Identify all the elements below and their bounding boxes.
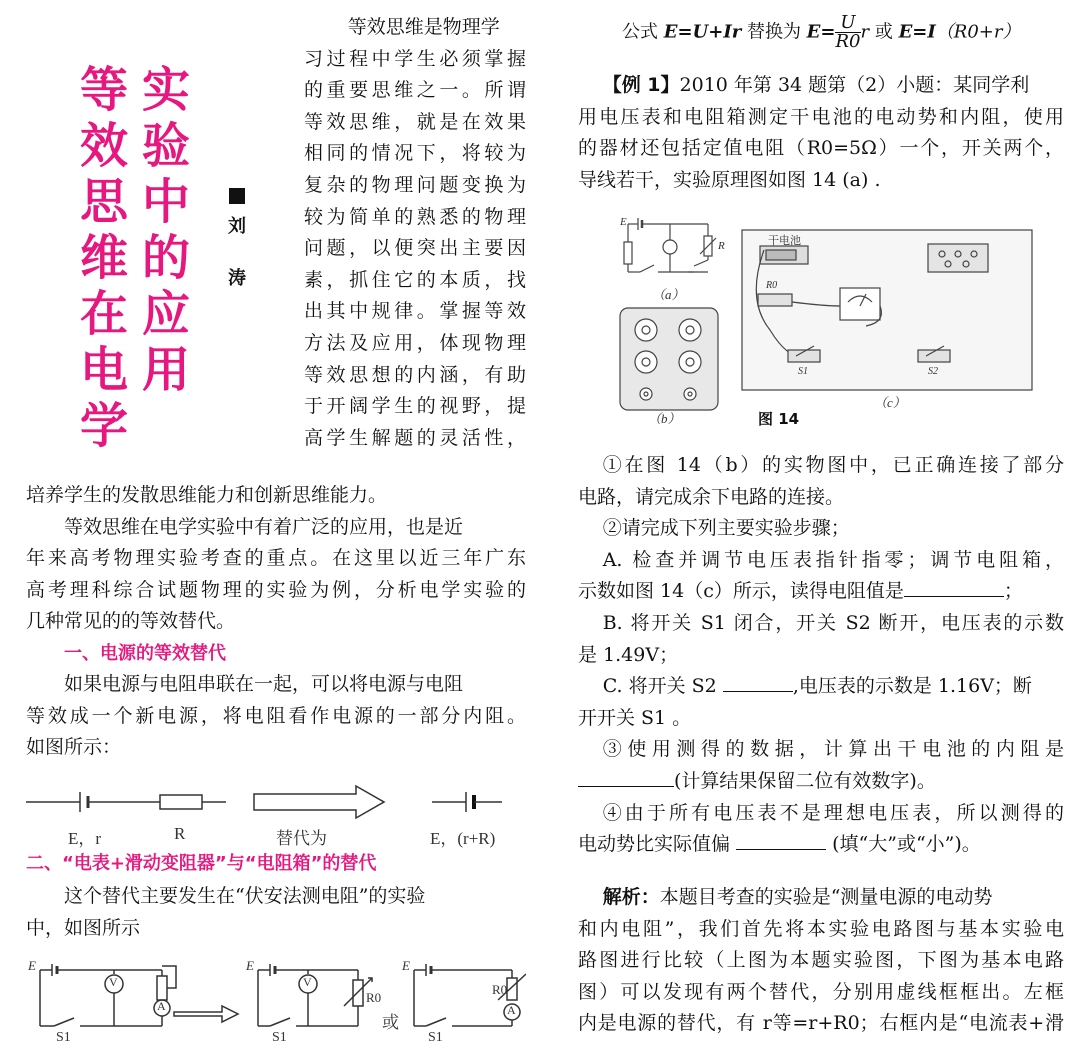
- question-line: ①在图 14（b）的实物图中，已正确连接了部分: [602, 454, 1064, 476]
- text-line: 用电压表和电阻箱测定干电池的电动势和内阻，使用: [578, 105, 1064, 128]
- text-line: 几种常见的的等效替代。: [26, 610, 236, 633]
- label-replace: 替代为: [276, 829, 327, 848]
- text-line: 习过程中学生必须掌握: [304, 47, 526, 70]
- question-text: (计算结果保留二位有效数字)。: [674, 769, 936, 792]
- text-line: 等效思维在电学实验中有着广泛的应用，也是近: [64, 515, 464, 538]
- text-line: [578, 70, 1064, 102]
- analysis-line-0: 本题目考查的实验是“测量电源的电动势: [659, 886, 993, 908]
- author-byline: [222, 188, 252, 316]
- question-line: ③使用测得的数据，计算出干电池的内阻是: [602, 738, 1064, 761]
- question-line: 是 1.49V；: [578, 643, 679, 666]
- fig-c-s2-label: S2: [928, 366, 938, 377]
- section-2: [26, 848, 526, 944]
- text-line: 等效思想的内涵，有助: [304, 363, 526, 386]
- text-line: 问题，以便突出主要因: [304, 237, 526, 260]
- formula-paren: （R0+r）: [935, 21, 1021, 43]
- answer-blank-switch[interactable]: [723, 691, 793, 692]
- ammeter-icon-c: A: [507, 1003, 516, 1017]
- text-line: 高考理科综合试题物理的实验为例，分析电学实验的: [26, 578, 526, 601]
- text-line: 年来高考物理实验考查的重点。在这里以近三年广东: [26, 547, 526, 570]
- text-line: 的器材还包括定值电阻（R0=5Ω）一个，开关两个，: [578, 137, 1064, 160]
- question-text: 电动势比实际值偏: [578, 833, 731, 856]
- text-line: 等效思维，就是在效果: [304, 110, 526, 133]
- fig-c-s1-label: S1: [798, 366, 808, 377]
- text-line: 等效思维是物理学: [347, 16, 500, 38]
- text-line: 复杂的物理问题变换为: [304, 173, 526, 196]
- question-text: ,电压表的示数是 1.16V；断: [792, 675, 1032, 698]
- formula-line: [622, 14, 1064, 51]
- label-s1-b: S1: [272, 1030, 287, 1045]
- left-column: [26, 0, 526, 1057]
- answer-blank-bias[interactable]: [736, 849, 826, 850]
- analysis-line: 图）可以发现有两个替代，分别用虚线框框出。左框: [578, 980, 1064, 1003]
- figure-14: [618, 210, 1048, 440]
- question-line: B. 将开关 S1 闭合，开关 S2 断开，电压表的示数: [602, 611, 1064, 634]
- title-column-right: [136, 62, 196, 398]
- question-line: 电路，请完成余下电路的连接。: [578, 485, 845, 508]
- fraction-denominator: R0: [835, 31, 861, 52]
- formula-or: 或: [869, 21, 899, 43]
- example-1: [578, 70, 1064, 196]
- fig-c-caption: （c）: [874, 395, 906, 410]
- question-text: 示数如图 14（c）所示，读得电阻值是: [578, 580, 904, 603]
- equivalent-source-figure: [26, 782, 526, 846]
- question-line: 开开关 S1 。: [578, 706, 692, 729]
- question-line: [578, 671, 1064, 703]
- title-column-left: [74, 62, 134, 454]
- question-line: A. 检查并调节电压表指针指零；调节电阻箱，: [602, 548, 1064, 571]
- formula-e1: E=U+Ir: [663, 21, 742, 43]
- ammeter-icon: A: [157, 999, 166, 1013]
- text-line: 的重要思维之一。所谓: [304, 79, 526, 102]
- question-text: C. 将开关 S2: [602, 675, 717, 698]
- label-e-b: E: [246, 958, 254, 973]
- label-s1-a: S1: [56, 1030, 71, 1045]
- fig-a-label-r: R: [718, 240, 725, 252]
- label-r0-b: R0: [366, 990, 382, 1005]
- formula-r: r: [860, 21, 870, 43]
- section-heading-2: 二、“电表+滑动变阻器”与“电阻箱”的替代: [26, 853, 377, 874]
- example-tag: 【例 1】: [602, 74, 680, 96]
- answer-blank-resistance-value[interactable]: [578, 786, 674, 787]
- author-name-2: 涛: [228, 268, 246, 289]
- fraction-numerator: U: [835, 14, 860, 33]
- text-line: 相同的情况下，将较为: [304, 142, 526, 165]
- title-text-right: 实验中的应用: [141, 62, 190, 398]
- formula-prefix: 公式: [622, 21, 664, 43]
- text-line: 导线若干，实验原理图如图 14 (a) .: [578, 168, 881, 191]
- text-line: 如图所示：: [26, 736, 122, 759]
- label-s1-c: S1: [428, 1030, 443, 1045]
- text-line: 素，抓住它的本质，找: [304, 268, 526, 291]
- formula-e3: E=I: [898, 21, 936, 43]
- formula-mid: 替换为: [741, 21, 807, 43]
- analysis-line: 内是电源的替代，有 r等=r+R0；右框内是“电流表+滑: [578, 1012, 1064, 1035]
- text-line: 这个替代主要发生在“伏安法测电阻”的实验: [64, 885, 426, 907]
- answer-blank-resistance[interactable]: [904, 596, 1004, 597]
- section-heading-1: 一、电源的等效替代: [64, 642, 226, 664]
- fig-b-caption: （b）: [648, 411, 681, 426]
- article-title: [74, 62, 224, 454]
- text-line: 高学生解题的灵活性，: [304, 426, 526, 449]
- fig-a-caption: （a）: [652, 287, 685, 302]
- fig-a-label-e: E: [620, 216, 627, 228]
- figure-14-drawing: [618, 210, 1048, 440]
- source-circuit-diagram: [26, 782, 526, 822]
- example-line-0: 2010 年第 34 题第（2）小题：某同学利: [679, 74, 1030, 96]
- label-source-er: E，r: [68, 829, 102, 848]
- text-line: 较为简单的熟悉的物理: [304, 205, 526, 228]
- title-text-left: 等效思维在电学: [79, 62, 128, 454]
- question-line: ④由于所有电压表不是理想电压表，所以测得的: [602, 801, 1064, 824]
- body-paragraphs: [26, 480, 526, 764]
- text-line: 方法及应用，体现物理: [304, 331, 526, 354]
- questions: [578, 450, 1064, 861]
- label-r0-c: R0: [492, 982, 508, 997]
- label-e-a: E: [28, 958, 36, 973]
- author-marker-icon: [229, 188, 245, 204]
- author-name-1: 刘: [228, 216, 246, 237]
- analysis-line: [578, 882, 1064, 914]
- text-line: 等效成一个新电源，将电阻看作电源的一部分内阻。: [26, 704, 526, 727]
- fig-c-r0-label: R0: [766, 280, 778, 291]
- analysis-line: 路图进行比较（上图为本题实验图，下图为基本电路: [578, 949, 1064, 972]
- text-line: 如果电源与电阻串联在一起，可以将电源与电阻: [64, 672, 464, 695]
- label-e-c: E: [402, 958, 410, 973]
- analysis-line: 和内电阻”，我们首先将本实验电路图与基本实验电: [578, 917, 1064, 940]
- question-line: [578, 766, 1064, 798]
- intro-paragraph: [304, 12, 526, 454]
- formula-fraction: [835, 14, 860, 51]
- label-resistor-r: R: [174, 824, 186, 843]
- label-or: 或: [382, 1013, 399, 1032]
- voltmeter-icon: V: [109, 975, 118, 989]
- question-text: (填“大”或“小”)。: [832, 833, 981, 856]
- question-line: [578, 829, 1064, 861]
- figure-14-caption: 图 14: [758, 410, 800, 428]
- analysis-tag: 解析：: [602, 886, 660, 908]
- text-line: 出其中规律。掌握等效: [304, 300, 526, 323]
- text-line: 培养学生的发散思维能力和创新思维能力。: [26, 484, 388, 506]
- fig-c-battery-label: 干电池: [768, 235, 801, 247]
- voltmeter-icon-b: V: [303, 975, 312, 989]
- text-line: 于开阔学生的视野，提: [304, 395, 526, 418]
- question-line: ②请完成下列主要实验步骤；: [602, 517, 850, 540]
- right-column: [578, 0, 1064, 1057]
- question-line: 示数如图 14（c）所示，读得电阻值是 ；: [578, 580, 1023, 603]
- label-new-source: E，(r+R): [430, 829, 496, 848]
- analysis: [578, 882, 1064, 1040]
- formula-lhs: E=: [806, 21, 836, 43]
- text-line: 中，如图所示: [26, 916, 141, 939]
- meter-rheostat-figure: [26, 956, 526, 1056]
